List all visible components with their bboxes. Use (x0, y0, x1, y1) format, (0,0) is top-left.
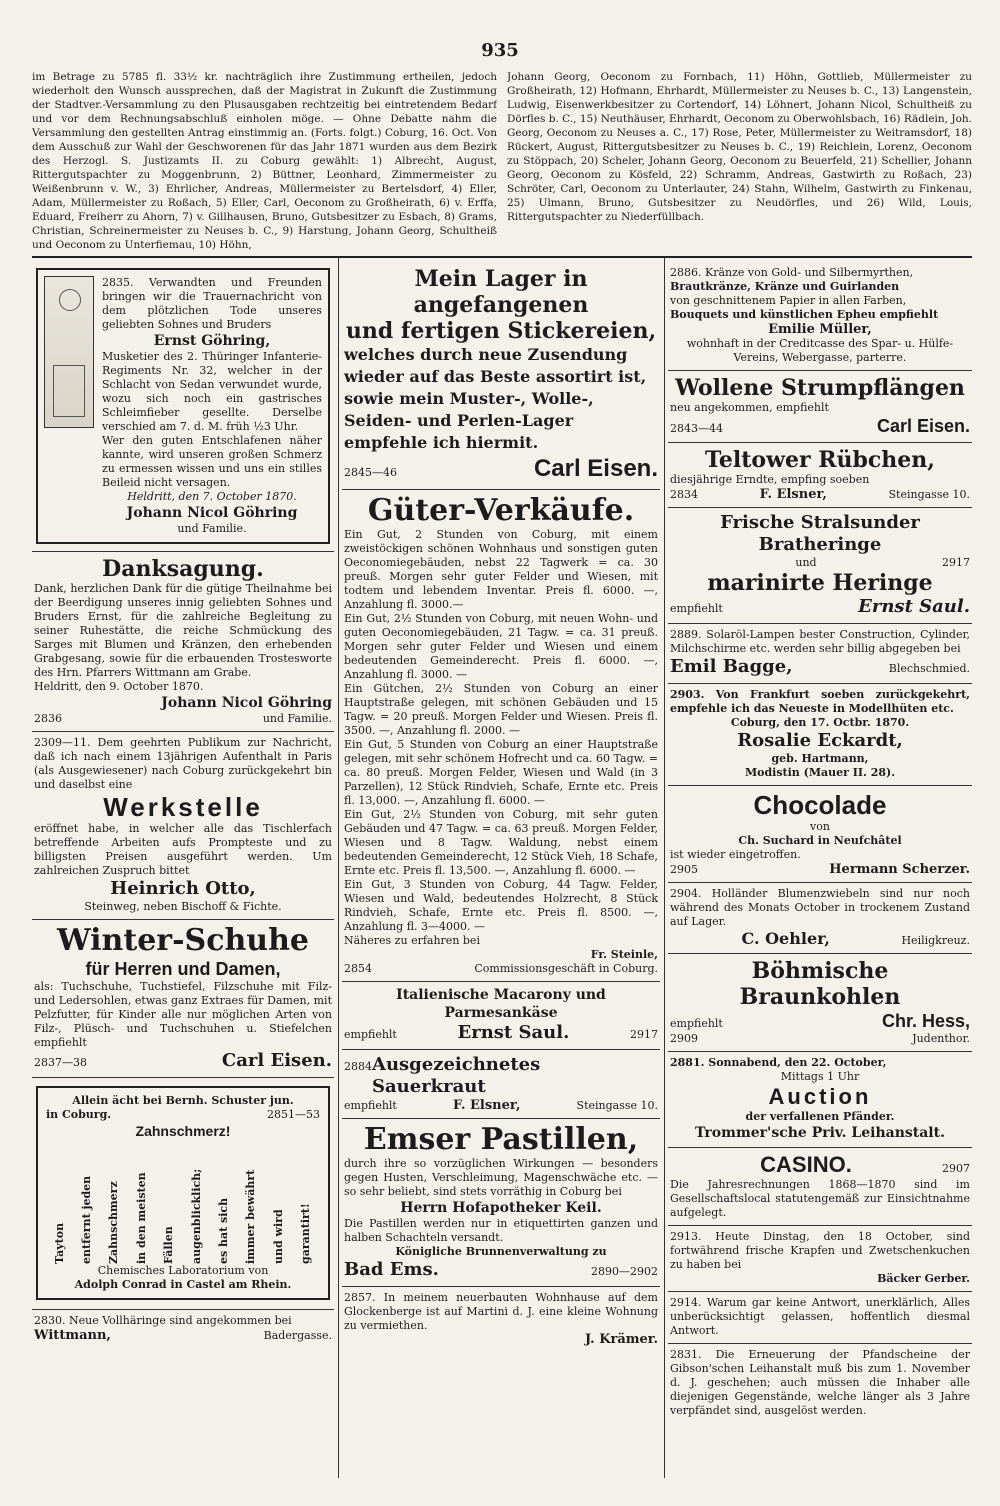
winter-shoes-ad (32, 920, 334, 1078)
lamp-seller: Emil Bagge, (670, 656, 793, 677)
pawn-notice (668, 1344, 972, 1423)
macaroni-line-1: Italienische Macarony und (396, 987, 606, 1003)
stockings-title: Wollene Strumpflängen (675, 375, 965, 401)
report-column-right: Johann Georg, Oeconom zu Fornbach, 11) Höhn, Gottlieb, Müllermeister zu Großheirath, 12) Hofmann, Ehrhardt, Müllermeister zu Neuses b. C., 13) Langenstein, Ludwig, Eisenwerkbesitzer zu Cortendorf, 14) Löhnert, Johann Nicol, Schultheiß zu Dörfles b. C., 15) Neuthäuser, Ehrhardt, Oeconom zu Oberwohlsbach, 16) Rädlein, Joh. Georg, Oeconom zu Neuses a. C., 17) Rose, Peter, Müllermeister zu Weitramsdorf, 18) Rückert, August, Rittergutsbesitzer zu Neuses b. C., 19) Reichlein, Lorenz, Oeconom zu Stöppach, 20) Scheler, Johann Georg, Oeconom zu Beuerfeld, 21) Schellier, Johann Georg, Oeconom zu Kösfeld, 22) Schramm, Andreas, Gastwirth zu Roßach, 23) Schröter, Carl, Oeconom zu Unterlauter, 24) Stahn, Wilhelm, Gastwirth zu Finkenau, 25) Ulmann, Bruno, Gutsbesitzer zu Neudörfles, und 26) Wild, Louis, Rittergutspachter zu Niederfüllbach. (507, 71, 972, 223)
memorial-line-4: Wer den guten Entschlafenen näher kannte, wird unseren großen Schmerz zu ermessen wissen und uns ein stilles Beileid nicht versagen. (102, 434, 322, 489)
chocolate-sub: ist wieder eingetroffen. (670, 848, 801, 861)
section-divider (32, 256, 972, 258)
vertical-line: entfernt jeden (80, 1175, 94, 1264)
ad-number: 2907 (942, 1162, 970, 1175)
estate-item: Ein Gut, 2½ Stunden von Coburg, mit sehr guten Gebäuden und 47 Tagw. = ca. 63 preuß. Morgen Felder, Wiesen und 8 Tagw. Waldung, nebst einem bedeutenden Gemeinderecht, 12 Stück Vieh, 18 Schafe, Ernte etc. Preis fl. 13,500. —, Anzahlung fl. 6000. — (344, 808, 658, 877)
gravestone-illustration (44, 276, 94, 428)
sauerkraut-lead: empfiehlt (344, 1099, 397, 1112)
ad-number: 2851—53 (267, 1108, 320, 1121)
werkstelle-address: Steinweg, neben Bischoff & Fichte. (84, 900, 282, 913)
toothache-lab-name: Adolph Conrad in Castel am Rhein. (74, 1278, 292, 1291)
macaroni-line-2: Parmesankäse (444, 1005, 558, 1021)
wreath-ad (668, 262, 972, 371)
ad-number: 2917 (942, 556, 970, 569)
milliner-text: 2903. Von Frankfurt soeben zurückgekehrt, empfehle ich das Neueste in Modellhüten etc. (670, 688, 970, 715)
casino-ad (668, 1148, 972, 1226)
lamp-text: 2889. Solaröl-Lampen bester Construction, Cylinder, Milchschirme etc. werden sehr billig abgegeben bei (670, 628, 970, 655)
ad-number: 2905 (670, 863, 698, 876)
auction-firm: Trommer'sche Priv. Leihanstalt. (695, 1125, 945, 1141)
turnip-ad (668, 443, 972, 508)
danksagung-place-date: Heldritt, den 9. October 1870. (34, 680, 204, 693)
winter-shoes-subtitle: für Herren und Damen, (85, 959, 281, 979)
report-column-left: im Betrage zu 5785 fl. 33½ kr. nachträglich ihre Zustimmung ertheilen, jedoch wiederholt den Wunsch aussprechen, daß der Magistrat in Zukunft die Zustimmung der Stadtver.-Versammlung zu den Plusausgaben rechtzeitig bei eintretendem Bedarf und vor dem Rechnungsabschluß einholen möge. — Ohne Debatte nahm die Versammlung den gestellten Antrag einstimmig an. (Forts. folgt.) Coburg, 16. Oct. Von dem Ausschuß zur Wahl der Geschworenen für das Jahr 1871 wurden aus dem Bezirk des Herzogl. S. Justizamts II. zu Coburg gewählt: 1) Albrecht, August, Rittergutspachter zu Moggenbrunn, 2) Büttner, Leonhard, Zimmermeister zu Weißenbrunn v. W., 3) Ehrlicher, Andreas, Müllermeister zu Bertelsdorf, 4) Eller, Adam, Müllermeister zu Roßach, 5) Eller, Carl, Oeconom zu Großheirath, 6) v. Erffa, Eduard, Freiherr zu Ahorn, 7) v. Gillhausen, Bruno, Gutsbesitzer zu Esbach, 8) Grams, Christian, Schreinermeister zu Neuses b. C., 9) Harstung, Johann Georg, Schultheiß und Oeconom zu Unterfiemau, 10) Höhn, (32, 71, 497, 251)
vertical-line: Tayton (52, 1222, 66, 1264)
page-number: 935 (481, 40, 519, 61)
vertical-line: immer bewährt (244, 1169, 258, 1264)
memorial-line-3: Musketier des 2. Thüringer Infanterie-Regiments Nr. 32, welcher in der Schlacht von Sedan verwundet wurde, wozu sich noch ein gastrisches Schleimfieber gesellte. Derselbe verschied am 7. d. M. früh ½3 Uhr. (102, 350, 322, 433)
bulbs-text: 2904. Holländer Blumenzwiebeln sind nur noch während des Monats October in trockenem Zustand auf Lager. (670, 887, 970, 928)
turnip-sub: diesjährige Erndte, empfing soeben (670, 473, 870, 486)
chocolate-maker: Ch. Suchard in Neufchâtel (738, 834, 902, 847)
wreath-line-4: Bouquets und künstlichen Epheu empfiehlt (670, 308, 939, 321)
herring-marinated-title: marinirte Heringe (707, 570, 933, 596)
auction-date: 2881. Sonnabend, den 22. October, (670, 1056, 887, 1069)
wreath-line-2: Brautkränze, Kränze und Guirlanden (670, 280, 900, 293)
herring-text: 2830. Neue Vollhäringe sind angekommen bei (34, 1314, 292, 1327)
toothache-line-1: Allein ächt bei Bernh. Schuster jun. (72, 1094, 294, 1107)
embroidery-seller: Carl Eisen. (533, 455, 658, 482)
stockings-seller: Carl Eisen. (876, 416, 970, 436)
macaroni-seller: Ernst Saul. (457, 1022, 570, 1043)
toothache-lab: Chemisches Laboratorium von (97, 1264, 269, 1277)
stockings-sub: neu angekommen, empfiehlt (670, 401, 829, 414)
herring-address: Badergasse. (263, 1329, 332, 1342)
danksagung-signer-sub: und Familie. (262, 712, 332, 725)
casino-title: CASINO. (760, 1152, 852, 1177)
memorial-signer-sub: und Familie. (177, 522, 247, 535)
apartment-text: 2857. In meinem neuerbauten Wohnhause auf dem Glockenberge ist auf Martini d. J. eine kleine Wohnung zu vermiethen. (344, 1291, 658, 1332)
toothache-ad (32, 1078, 334, 1310)
winter-shoes-title: Winter-Schuhe (56, 923, 310, 958)
memorial-signer: Johann Nicol Göhring (126, 505, 298, 521)
column-left (32, 262, 334, 1482)
vertical-line: garantirt! (299, 1203, 313, 1264)
pawn-text: 2831. Die Erneuerung der Pfandscheine der Gibson'schen Leihanstalt muß bis zum 1. November d. J. geschehen; auch müssen die Inhaber alle diejenigen Gegenstände, welche länger als 3 Jahre verpfändet sind, ausgelöst werden. (670, 1348, 970, 1417)
estate-more: Näheres zu erfahren bei (344, 934, 480, 947)
emser-firm: Königliche Brunnenverwaltung zu (395, 1245, 607, 1258)
danksagung-title: Danksagung. (102, 556, 264, 582)
chocolate-ad (668, 786, 972, 883)
milliner-maiden: geb. Hartmann, (771, 752, 869, 765)
bulbs-seller: C. Oehler, (741, 929, 830, 948)
ad-number: 2884 (344, 1060, 372, 1073)
embroidery-line-2: und fertigen Stickereien, (345, 318, 657, 344)
werkstelle-body: eröffnet habe, in welcher alle das Tischlerfach betreffende Arbeiten aufs Prompteste und zu billigsten Preisen ausgeführt werden. Um zahlreichen Zuspruch bittet (34, 822, 332, 877)
macaroni-ad (342, 982, 660, 1050)
herring-fried-ad (668, 508, 972, 624)
lamp-trade: Blechschmied. (888, 662, 970, 675)
herring-ad (32, 1310, 334, 1348)
chocolate-seller: Hermann Scherzer. (829, 862, 970, 877)
emser-title: Emser Pastillen, (363, 1122, 639, 1157)
toothache-box (36, 1086, 330, 1300)
turnip-address: Steingasse 10. (888, 488, 970, 501)
vertical-line: augenblicklich; (189, 1168, 203, 1264)
bulbs-ad (668, 883, 972, 954)
vertical-line: Zahnschmerz (107, 1181, 121, 1264)
estate-item: Ein Gut, 2½ Stunden von Coburg, mit neuen Wohn- und guten Oeconomiegebäuden, 21 Tagw. = ca. 31 preuß. Morgen sehr guter Felder und Wiesen und einem bedeutenden Gemeinderecht. Preis fl. 6000. —, Anzahlung fl. 3000. — (344, 612, 658, 681)
auction-time: Mittags 1 Uhr (780, 1070, 860, 1083)
turnip-seller: F. Elsner, (759, 487, 827, 502)
column-rule-1 (338, 258, 339, 1478)
sauerkraut-seller: F. Elsner, (453, 1098, 521, 1113)
estate-item: Ein Gütchen, 2½ Stunden von Coburg an einer Hauptstraße gelegen, mit schönen Gebäuden und 15 Tagw. = 20 preuß. Morgen Felder und Wiesen. Preis fl. 3500. —, Anzahlung fl. 2000. — (344, 682, 658, 737)
toothache-vertical-text (46, 1144, 320, 1264)
danksagung-notice (32, 552, 334, 732)
werkstelle-name: Heinrich Otto, (110, 878, 256, 899)
casino-text: Die Jahresrechnungen 1868—1870 sind im Gesellschaftslocal statutengemäß zur Einsichtnahme aufgelegt. (670, 1178, 970, 1219)
milliner-address: Modistin (Mauer II. 28). (744, 766, 896, 779)
emser-pharmacist: Herrn Hofapotheker Keil. (400, 1200, 602, 1216)
herring-fried-title: Frische Stralsunder Bratheringe (720, 512, 920, 555)
ad-number: 2837—38 (34, 1056, 87, 1069)
coal-lead: empfiehlt (670, 1017, 723, 1030)
auction-ad (668, 1052, 972, 1148)
ad-number: 2917 (630, 1028, 658, 1041)
milliner-name: Rosalie Eckardt, (737, 730, 903, 751)
toothache-line-2: in Coburg. (46, 1108, 112, 1121)
wreath-address: wohnhaft in der Creditcasse des Spar- u. Hülfe-Vereins, Webergasse, parterre. (686, 337, 954, 364)
herring-seller: Wittmann, (34, 1328, 111, 1343)
apartment-ad (342, 1287, 660, 1352)
stockings-ad (668, 371, 972, 443)
werkstelle-title: Werkstelle (103, 792, 263, 822)
emser-place: Bad Ems. (344, 1259, 439, 1280)
embroidery-line-4: empfehle ich hiermit. (344, 433, 539, 452)
winter-shoes-seller: Carl Eisen. (221, 1050, 332, 1071)
chocolate-von: von (810, 820, 830, 833)
wreath-line-1: 2886. Kränze von Gold- und Silbermyrthen, (670, 266, 914, 279)
memorial-place-date: Heldritt, den 7. October 1870. (127, 490, 297, 503)
embroidery-ad (342, 262, 660, 490)
column-right (668, 262, 972, 1482)
danksagung-signer: Johann Nicol Göhring (161, 695, 332, 711)
embroidery-line-3: welches durch neue Zusendung wieder auf das Beste assortirt ist, sowie mein Muster-, Wolle-, Seiden- und Perlen-Lager (344, 345, 647, 430)
coal-seller: Chr. Hess, (881, 1011, 970, 1031)
bakery-ad (668, 1226, 972, 1292)
column-middle (342, 262, 660, 1482)
werkstelle-intro: 2309—11. Dem geehrten Publikum zur Nachricht, daß ich nach einem 13jährigen Aufenthalt in Paris (als Ausgewiesener) nach Coburg zurückgekehrt bin und daselbst eine (34, 736, 332, 791)
auction-title: Auction (768, 1084, 872, 1109)
estate-sales-ad (342, 490, 660, 982)
ad-number: 2836 (34, 712, 62, 725)
vertical-line: Fällen (162, 1226, 176, 1264)
memorial-notice (32, 262, 334, 552)
turnip-title: Teltower Rübchen, (705, 447, 935, 473)
herring-fried-seller: Ernst Saul. (858, 596, 970, 617)
embroidery-line-1: Mein Lager in angefangenen (413, 266, 589, 318)
estate-item: Ein Gut, 2 Stunden von Coburg, mit einem zweistöckigen schönen Wohnhaus und sonstigen guten Oeconomiegebäuden, nebst 22 Tagwerk = ca. 30 preuß. Morgen sehr guter Felder und Wiesen, mit todtem und lebendem Inventar. Preis fl. 6000. —, Anzahlung fl. 3000.— (344, 528, 658, 611)
memorial-line-1: 2835. Verwandten und Freunden bringen wir die Trauernachricht von dem plötzlichen Tode unseres geliebten Sohnes und Bruders (102, 276, 322, 331)
bakery-text: 2913. Heute Dinstag, den 18 October, sind fortwährend frische Krapfen und Zwetschenkuchen zu haben bei (670, 1230, 970, 1271)
estate-sales-title: Güter-Verkäufe. (367, 493, 635, 528)
estate-agent: Fr. Steinle, (590, 948, 658, 961)
milliner-date: Coburg, den 17. Octbr. 1870. (730, 716, 910, 729)
werkstelle-ad (32, 732, 334, 920)
emser-note: Die Pastillen werden nur in etiquettirten ganzen und halben Schachteln versandt. (344, 1217, 658, 1244)
deceased-name: Ernst Göhring, (153, 333, 271, 349)
emser-ad (342, 1119, 660, 1287)
winter-shoes-body: als: Tuchschuhe, Tuchstiefel, Filzschuhe mit Filz- und Ledersohlen, etwas ganz Extraes für Damen, mit Pelzfutter, für Kinder alle nur möglichen Arten von Filz-, Plüsch- und Tuchschuhen u. Stiefelchen empfiehlt (34, 980, 332, 1049)
estate-item: Ein Gut, 5 Stunden von Coburg an einer Hauptstraße gelegen, mit sehr schönem Hofrecht und ca. 60 Tagw. = ca. 80 preuß. Morgen Felder, Wiesen und Wald (in 3 Parzellen), 12 Stück Rindvieh, Schafe, Ernte etc. Preis fl. 13,000. —, Anzahlung fl. 6000. — (344, 738, 658, 807)
wreath-seller: Emilie Müller, (768, 322, 872, 337)
sauerkraut-address: Steingasse 10. (576, 1099, 658, 1112)
vertical-line: und wird (271, 1209, 285, 1264)
vertical-line: es hat sich (217, 1197, 231, 1264)
estate-agent-firm: Commissionsgeschäft in Coburg. (474, 962, 658, 975)
estate-item: Ein Gut, 3 Stunden von Coburg, 44 Tagw. Felder, Wiesen und Wald, bedeutendes Holzrecht, 8 Stück Rindvieh, Schafe, Ernte etc. Preis fl. 8500. —, Anzahlung fl. 3—4000. — (344, 878, 658, 933)
ad-number: 2834 (670, 488, 698, 501)
ad-number: 2890—2902 (591, 1265, 658, 1278)
bulbs-address: Heiligkreuz. (901, 934, 970, 947)
column-rule-2 (664, 258, 665, 1478)
ad-number: 2854 (344, 962, 372, 975)
ad-number: 2843—44 (670, 422, 723, 435)
ad-number: 2909 (670, 1032, 698, 1045)
apartment-landlord: J. Krämer. (585, 1332, 658, 1347)
chocolate-title: Chocolade (753, 790, 887, 820)
coal-ad (668, 954, 972, 1052)
memorial-frame (36, 268, 330, 544)
bakery-name: Bäcker Gerber. (877, 1272, 970, 1285)
answer-text: 2914. Warum gar keine Antwort, unerklärlich, Alles unberücksichtigt gelassen, hoffentlich diesmal Antwort. (670, 1296, 970, 1337)
ad-number: 2845—46 (344, 466, 397, 479)
emser-body: durch ihre so vorzüglichen Wirkungen — besonders gegen Husten, Verschleimung, Magenschwäche etc. — so sehr beliebt, sind stets vorräthig in Coburg bei (344, 1157, 658, 1198)
danksagung-body: Dank, herzlichen Dank für die gütige Theilnahme bei der Beerdigung unseres innig geliebten Sohnes und Bruders Ernst, für die zahlreiche Begleitung zu seiner Ruhestätte, die reiche Schmückung des Sarges mit Blumen und Kränzen, den erhebenden Grabgesang, sowie für die erbauenden Trostesworte des Hrn. Pfarrers Wittmann am Grabe. (34, 582, 332, 679)
wreath-line-3: von geschnittenem Papier in allen Farben, (670, 294, 907, 307)
council-report (32, 70, 972, 254)
toothache-title: Zahnschmerz! (135, 1123, 231, 1139)
herring-fried-und: und (795, 556, 817, 569)
sauerkraut-ad (342, 1050, 660, 1119)
auction-sub: der verfallenen Pfänder. (745, 1110, 895, 1123)
coal-title: Böhmische Braunkohlen (739, 958, 901, 1010)
sauerkraut-title: Ausgezeichnetes Sauerkraut (372, 1054, 541, 1097)
macaroni-lead: empfiehlt (344, 1028, 397, 1041)
milliner-ad (668, 684, 972, 786)
herring-fried-lead: empfiehlt (670, 602, 723, 615)
lamp-ad (668, 624, 972, 684)
vertical-line: in den meisten (134, 1172, 148, 1264)
coal-address: Judenthor. (912, 1032, 970, 1045)
answer-notice (668, 1292, 972, 1344)
